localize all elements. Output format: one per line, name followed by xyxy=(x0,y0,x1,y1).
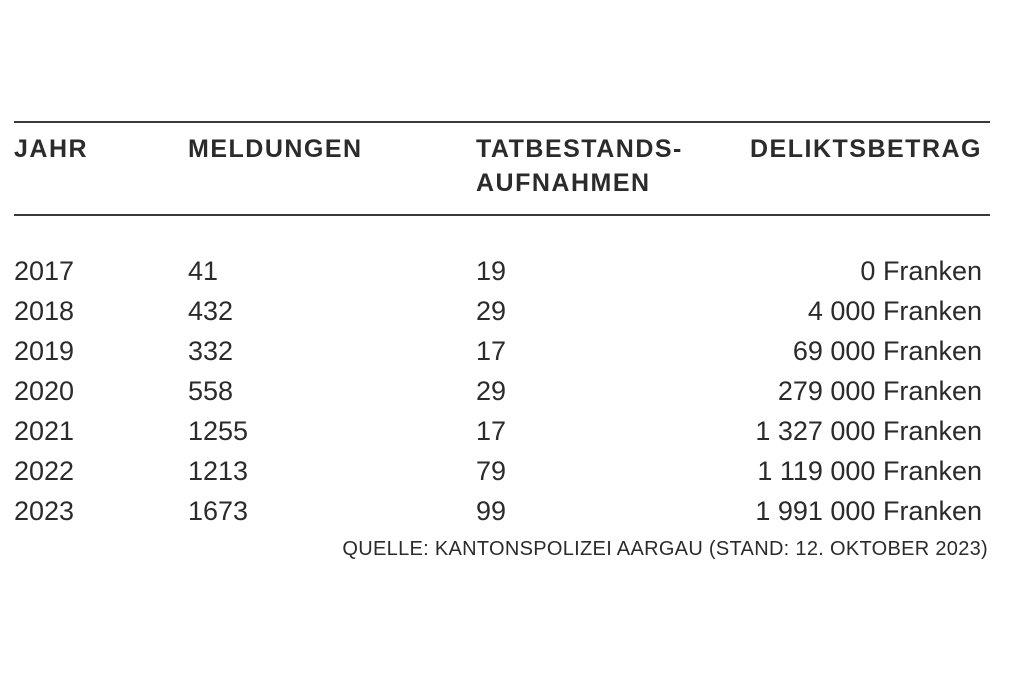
cell-meldungen: 1673 xyxy=(188,496,249,526)
cell-tatbestandsaufnahmen: 29 xyxy=(476,296,507,326)
table-row xyxy=(0,411,1024,451)
table-body xyxy=(0,251,1024,531)
table-row xyxy=(0,291,1024,331)
cell-jahr: 2022 xyxy=(14,456,75,486)
table-row xyxy=(0,451,1024,491)
table-header-rule xyxy=(14,214,990,216)
cell-meldungen: 41 xyxy=(188,256,219,286)
table-row xyxy=(0,491,1024,531)
cell-deliktsbetrag: 1 119 000 Franken xyxy=(757,456,982,486)
cell-tatbestandsaufnahmen: 19 xyxy=(476,256,507,286)
header-tatbestandsaufnahmen xyxy=(476,132,683,200)
cell-meldungen: 1255 xyxy=(188,416,249,446)
cell-deliktsbetrag: 1 327 000 Franken xyxy=(755,416,982,446)
cell-tatbestandsaufnahmen: 17 xyxy=(476,336,507,366)
cell-meldungen: 1213 xyxy=(188,456,249,486)
cell-tatbestandsaufnahmen: 17 xyxy=(476,416,507,446)
header-deliktsbetrag: DELIKTSBETRAG xyxy=(750,135,982,163)
cell-meldungen: 558 xyxy=(188,376,234,406)
table-row xyxy=(0,371,1024,411)
cell-tatbestandsaufnahmen: 79 xyxy=(476,456,507,486)
cell-deliktsbetrag: 279 000 Franken xyxy=(777,376,982,406)
cell-deliktsbetrag: 69 000 Franken xyxy=(792,336,982,366)
source-note: QUELLE: KANTONSPOLIZEI AARGAU (STAND: 12. OKTOBER 2023) xyxy=(342,538,988,560)
header-jahr: JAHR xyxy=(14,135,89,163)
cell-jahr: 2018 xyxy=(14,296,75,326)
cell-jahr: 2017 xyxy=(14,256,75,286)
cell-deliktsbetrag: 4 000 Franken xyxy=(807,296,982,326)
table-top-rule xyxy=(14,121,990,123)
cell-jahr: 2021 xyxy=(14,416,75,446)
cell-meldungen: 432 xyxy=(188,296,234,326)
cell-deliktsbetrag: 1 991 000 Franken xyxy=(755,496,982,526)
cell-jahr: 2023 xyxy=(14,496,75,526)
cell-jahr: 2020 xyxy=(14,376,75,406)
cell-meldungen: 332 xyxy=(188,336,234,366)
cell-tatbestandsaufnahmen: 29 xyxy=(476,376,507,406)
cell-deliktsbetrag: 0 Franken xyxy=(860,256,982,286)
cell-tatbestandsaufnahmen: 99 xyxy=(476,496,507,526)
header-tatbestand-line2: AUFNAHMEN xyxy=(476,169,651,197)
header-meldungen: MELDUNGEN xyxy=(188,135,363,163)
header-tatbestand-line1: TATBESTANDS- xyxy=(476,135,683,163)
table-row xyxy=(0,331,1024,371)
table-row xyxy=(0,251,1024,291)
cell-jahr: 2019 xyxy=(14,336,75,366)
